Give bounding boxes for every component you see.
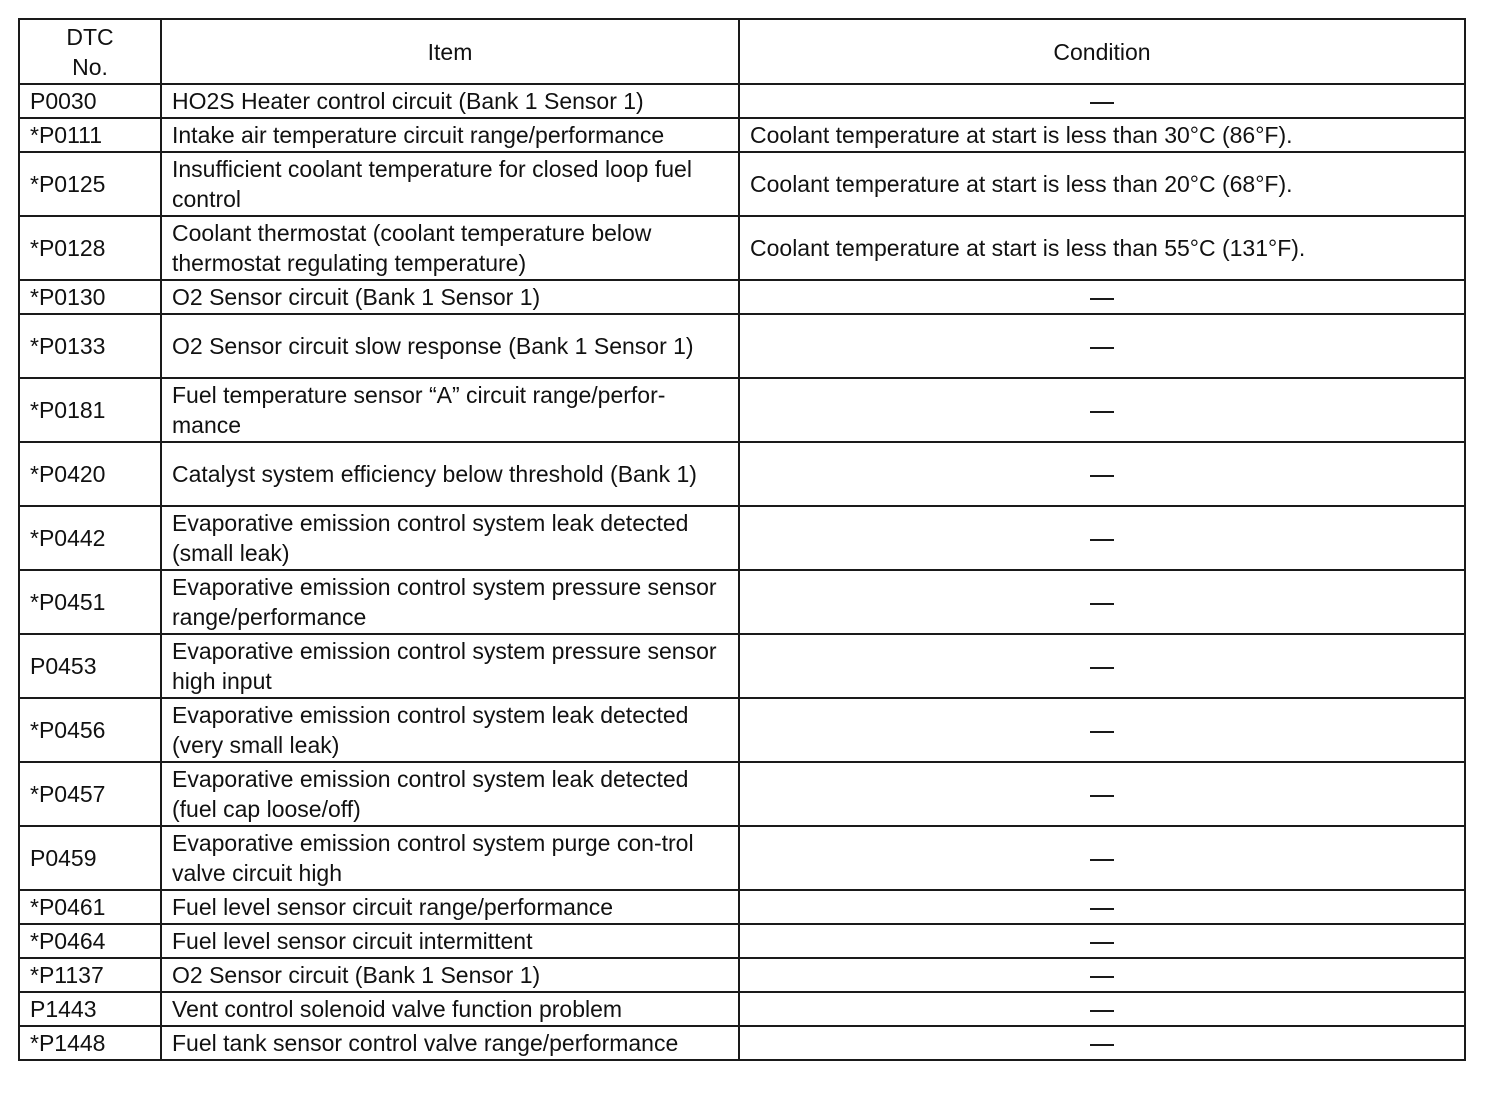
condition-cell-empty [739,762,1465,826]
dtc-code-cell: P0030 [19,84,161,118]
condition-cell-empty [739,506,1465,570]
dash-mark [1090,1044,1114,1046]
table-body [19,84,1465,1060]
dtc-code-cell: *P0128 [19,216,161,280]
dash-mark [1090,1010,1114,1012]
table-row [19,378,1465,442]
dtc-code-cell: *P0456 [19,698,161,762]
dash-mark [1090,731,1114,733]
dash-mark [1090,475,1114,477]
header-condition: Condition [739,19,1465,84]
dash-mark [1090,942,1114,944]
dash-mark [1090,795,1114,797]
condition-cell-empty [739,890,1465,924]
item-cell: Fuel tank sensor control valve range/performance [161,1026,739,1060]
table-row [19,762,1465,826]
condition-cell-empty [739,992,1465,1026]
condition-cell-empty [739,442,1465,506]
header-dtc-no [19,19,161,84]
header-dtc-line1: DTC [66,23,114,50]
dtc-code-cell: P0459 [19,826,161,890]
table-row [19,1026,1465,1060]
condition-cell-empty [739,924,1465,958]
dash-mark [1090,411,1114,413]
dtc-code-cell: *P0442 [19,506,161,570]
dtc-code-cell: *P0133 [19,314,161,378]
dtc-code-cell: *P0461 [19,890,161,924]
item-cell: Fuel level sensor circuit intermittent [161,924,739,958]
table-row [19,506,1465,570]
condition-cell-empty [739,314,1465,378]
dtc-code-cell: P0453 [19,634,161,698]
dash-mark [1090,603,1114,605]
dtc-code-cell: *P0130 [19,280,161,314]
table-row [19,826,1465,890]
condition-cell-empty [739,1026,1465,1060]
table-row [19,442,1465,506]
header-dtc-line2: No. [72,53,108,80]
dash-mark [1090,347,1114,349]
header-row [19,19,1465,84]
dtc-code-cell: *P0457 [19,762,161,826]
condition-cell-empty [739,958,1465,992]
item-cell: Evaporative emission control system pressure sensor high input [161,634,739,698]
item-cell: HO2S Heater control circuit (Bank 1 Sensor 1) [161,84,739,118]
dash-mark [1090,976,1114,978]
item-cell: O2 Sensor circuit (Bank 1 Sensor 1) [161,958,739,992]
dtc-code-cell: *P0420 [19,442,161,506]
item-cell: Catalyst system efficiency below threshold (Bank 1) [161,442,739,506]
item-cell: Insufficient coolant temperature for closed loop fuel control [161,152,739,216]
dtc-code-cell: *P1448 [19,1026,161,1060]
condition-cell-empty [739,698,1465,762]
dash-mark [1090,908,1114,910]
dtc-code-cell: *P0464 [19,924,161,958]
condition-cell: Coolant temperature at start is less than 55°C (131°F). [739,216,1465,280]
item-cell: Vent control solenoid valve function problem [161,992,739,1026]
dtc-code-cell: *P0451 [19,570,161,634]
table-row [19,84,1465,118]
dash-mark [1090,667,1114,669]
table-row [19,152,1465,216]
dash-mark [1090,298,1114,300]
item-cell: O2 Sensor circuit slow response (Bank 1 Sensor 1) [161,314,739,378]
item-cell: Evaporative emission control system leak detected (very small leak) [161,698,739,762]
condition-cell-empty [739,84,1465,118]
condition-cell-empty [739,280,1465,314]
table-header [19,19,1465,84]
item-cell: Fuel level sensor circuit range/performance [161,890,739,924]
item-cell: O2 Sensor circuit (Bank 1 Sensor 1) [161,280,739,314]
table-row [19,924,1465,958]
table-row [19,698,1465,762]
table-row [19,634,1465,698]
condition-cell: Coolant temperature at start is less than 20°C (68°F). [739,152,1465,216]
table-row [19,570,1465,634]
item-cell: Intake air temperature circuit range/performance [161,118,739,152]
table-row [19,992,1465,1026]
item-cell: Evaporative emission control system purge con-trol valve circuit high [161,826,739,890]
dtc-code-cell: *P0111 [19,118,161,152]
table-row [19,216,1465,280]
condition-cell-empty [739,570,1465,634]
header-item: Item [161,19,739,84]
condition-cell-empty [739,826,1465,890]
table-row [19,958,1465,992]
item-cell: Evaporative emission control system leak detected (fuel cap loose/off) [161,762,739,826]
dtc-code-cell: *P0125 [19,152,161,216]
dtc-code-cell: *P0181 [19,378,161,442]
condition-cell: Coolant temperature at start is less than 30°C (86°F). [739,118,1465,152]
table-row [19,314,1465,378]
dash-mark [1090,539,1114,541]
dash-mark [1090,859,1114,861]
condition-cell-empty [739,634,1465,698]
dtc-code-cell: P1443 [19,992,161,1026]
dash-mark [1090,102,1114,104]
table-row [19,890,1465,924]
table-row [19,280,1465,314]
item-cell: Evaporative emission control system pressure sensor range/performance [161,570,739,634]
condition-cell-empty [739,378,1465,442]
item-cell: Evaporative emission control system leak detected (small leak) [161,506,739,570]
item-cell: Coolant thermostat (coolant temperature below thermostat regulating temperature) [161,216,739,280]
item-cell: Fuel temperature sensor “A” circuit range/perfor-mance [161,378,739,442]
dtc-table [18,18,1466,1061]
table-row [19,118,1465,152]
dtc-code-cell: *P1137 [19,958,161,992]
